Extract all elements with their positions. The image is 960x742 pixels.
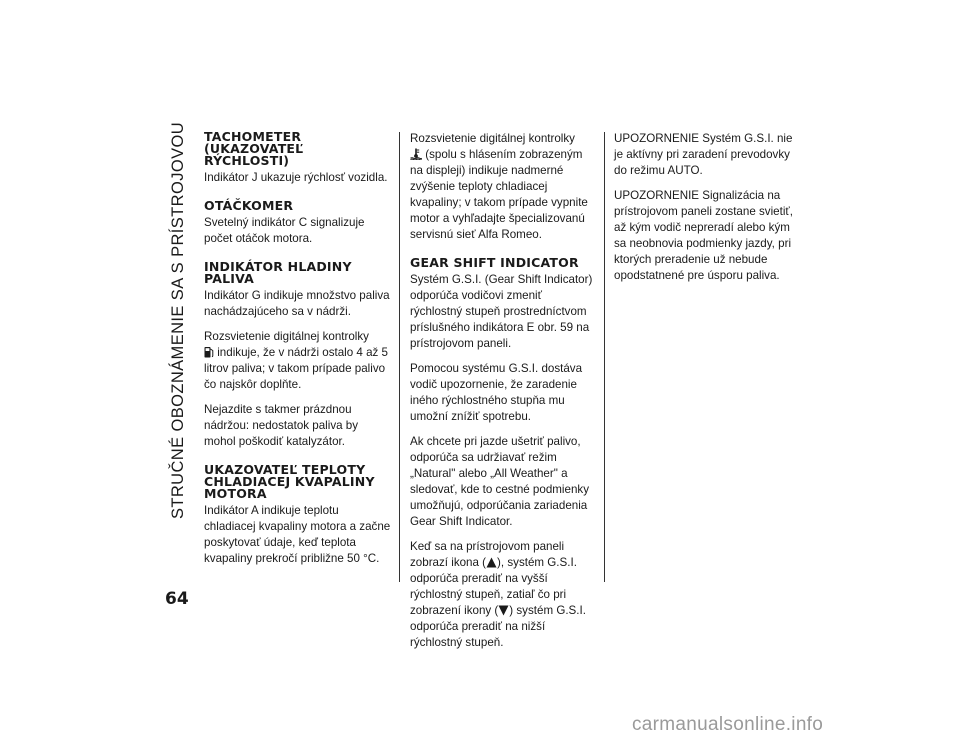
column-2 (410, 131, 596, 660)
fuel-text-a: Rozsvietenie digitálnej kontrolky (204, 330, 369, 343)
gsi-text-a: Keď sa na prístrojovom paneli zobrazí ikona ( (410, 540, 565, 569)
heading-gear-shift-indicator: GEAR SHIFT INDICATOR (410, 255, 579, 270)
paragraph-fuel-2 (204, 329, 392, 393)
heading-fuel-level: INDIKÁTOR HLADINY PALIVA (204, 259, 352, 286)
paragraph-upozornenie-2: UPOZORNENIE Signalizácia na prístrojovom paneli zostane svietiť, až kým vodič nepreradí alebo kým sa neobnovia podmienky jazdy, pri ktorých preradenie už nebude opodstatnené pre úsporu paliva. (614, 189, 793, 282)
paragraph-upozornenie-1: UPOZORNENIE Systém G.S.I. nie je aktívny pri zaradení prevodovky do režimu AUTO. (614, 132, 793, 177)
column-divider (604, 132, 605, 582)
coolant-temperature-icon (410, 148, 422, 160)
fuel-pump-icon (204, 346, 214, 358)
paragraph-gsi-4 (410, 539, 596, 651)
paragraph-fuel-1: Indikátor G indikuje množstvo paliva nachádzajúceho sa v nádrži. (204, 289, 390, 318)
column-divider (399, 132, 400, 582)
heading-tachometer: TACHOMETER (UKAZOVATEĽ RÝCHLOSTI) (204, 129, 304, 168)
column-3 (614, 131, 800, 293)
watermark-logo: carmanualsonline.info (632, 714, 824, 735)
page-number: 64 (165, 589, 189, 609)
side-title-text: STRUČNÉ OBOZNÁMENIE SA S PRÍSTROJOVOU (169, 121, 188, 519)
gsi-text-b: ), systém G.S.I. odporúča preradiť na vyšší rýchlostný stupeň, zatiaľ čo pri zobrazení ikony ( (410, 556, 577, 617)
coolant-text-a: Rozsvietenie digitálnej kontrolky (410, 132, 575, 145)
paragraph-gsi-1: Systém G.S.I. (Gear Shift Indicator) odporúča vodičovi zmeniť rýchlostný stupeň prostredníctvom príslušného indikátora E obr. 59 na prístrojovom paneli. (410, 273, 593, 350)
paragraph-gsi-3: Ak chcete pri jazde ušetriť palivo, odporúča sa udržiavať režim „Natural" alebo „All Weather" a sledovať, kde to cestné podmienky umožňujú, odporúčania zariadenia Gear Shift Indicator. (410, 435, 590, 528)
paragraph-coolant-temperature: Indikátor A indikuje teplotu chladiacej kvapaliny motora a začne poskytovať údaje, keď teplota kvapaliny prekročí približne 50 °C. (204, 504, 391, 565)
section-side-title (166, 121, 192, 519)
heading-otackomer: OTÁČKOMER (204, 198, 294, 213)
arrow-down-icon (498, 605, 509, 616)
column-1 (204, 131, 392, 576)
gsi-text-c: ) systém G.S.I. odporúča preradiť na nižší rýchlostný stupeň. (410, 604, 586, 649)
heading-coolant-temperature: UKAZOVATEĽ TEPLOTY CHLADIACEJ KVAPALINY MOTORA (204, 462, 375, 501)
paragraph-otackomer: Svetelný indikátor C signalizuje počet otáčok motora. (204, 216, 365, 245)
coolant-text-b: (spolu s hlásením zobrazeným na displeji) indikuje nadmerné zvýšenie teploty chladiacej kvapaliny; v takom prípade vypnite motor a vyhľadajte špecializovanú servisnú sieť Alfa Romeo. (410, 148, 588, 241)
paragraph-gsi-2: Pomocou systému G.S.I. dostáva vodič upozornenie, že zaradenie iného rýchlostného stupňa mu umožní znížiť spotrebu. (410, 362, 583, 423)
arrow-up-icon (486, 557, 497, 568)
fuel-text-b: indikuje, že v nádrži ostalo 4 až 5 litrov paliva; v takom prípade palivo čo najskôr doplňte. (204, 346, 389, 391)
paragraph-coolant-warning (410, 131, 596, 243)
paragraph-tachometer: Indikátor J ukazuje rýchlosť vozidla. (204, 171, 388, 184)
paragraph-fuel-3: Nejazdite s takmer prázdnou nádržou: nedostatok paliva by mohol poškodiť katalyzátor. (204, 403, 359, 448)
